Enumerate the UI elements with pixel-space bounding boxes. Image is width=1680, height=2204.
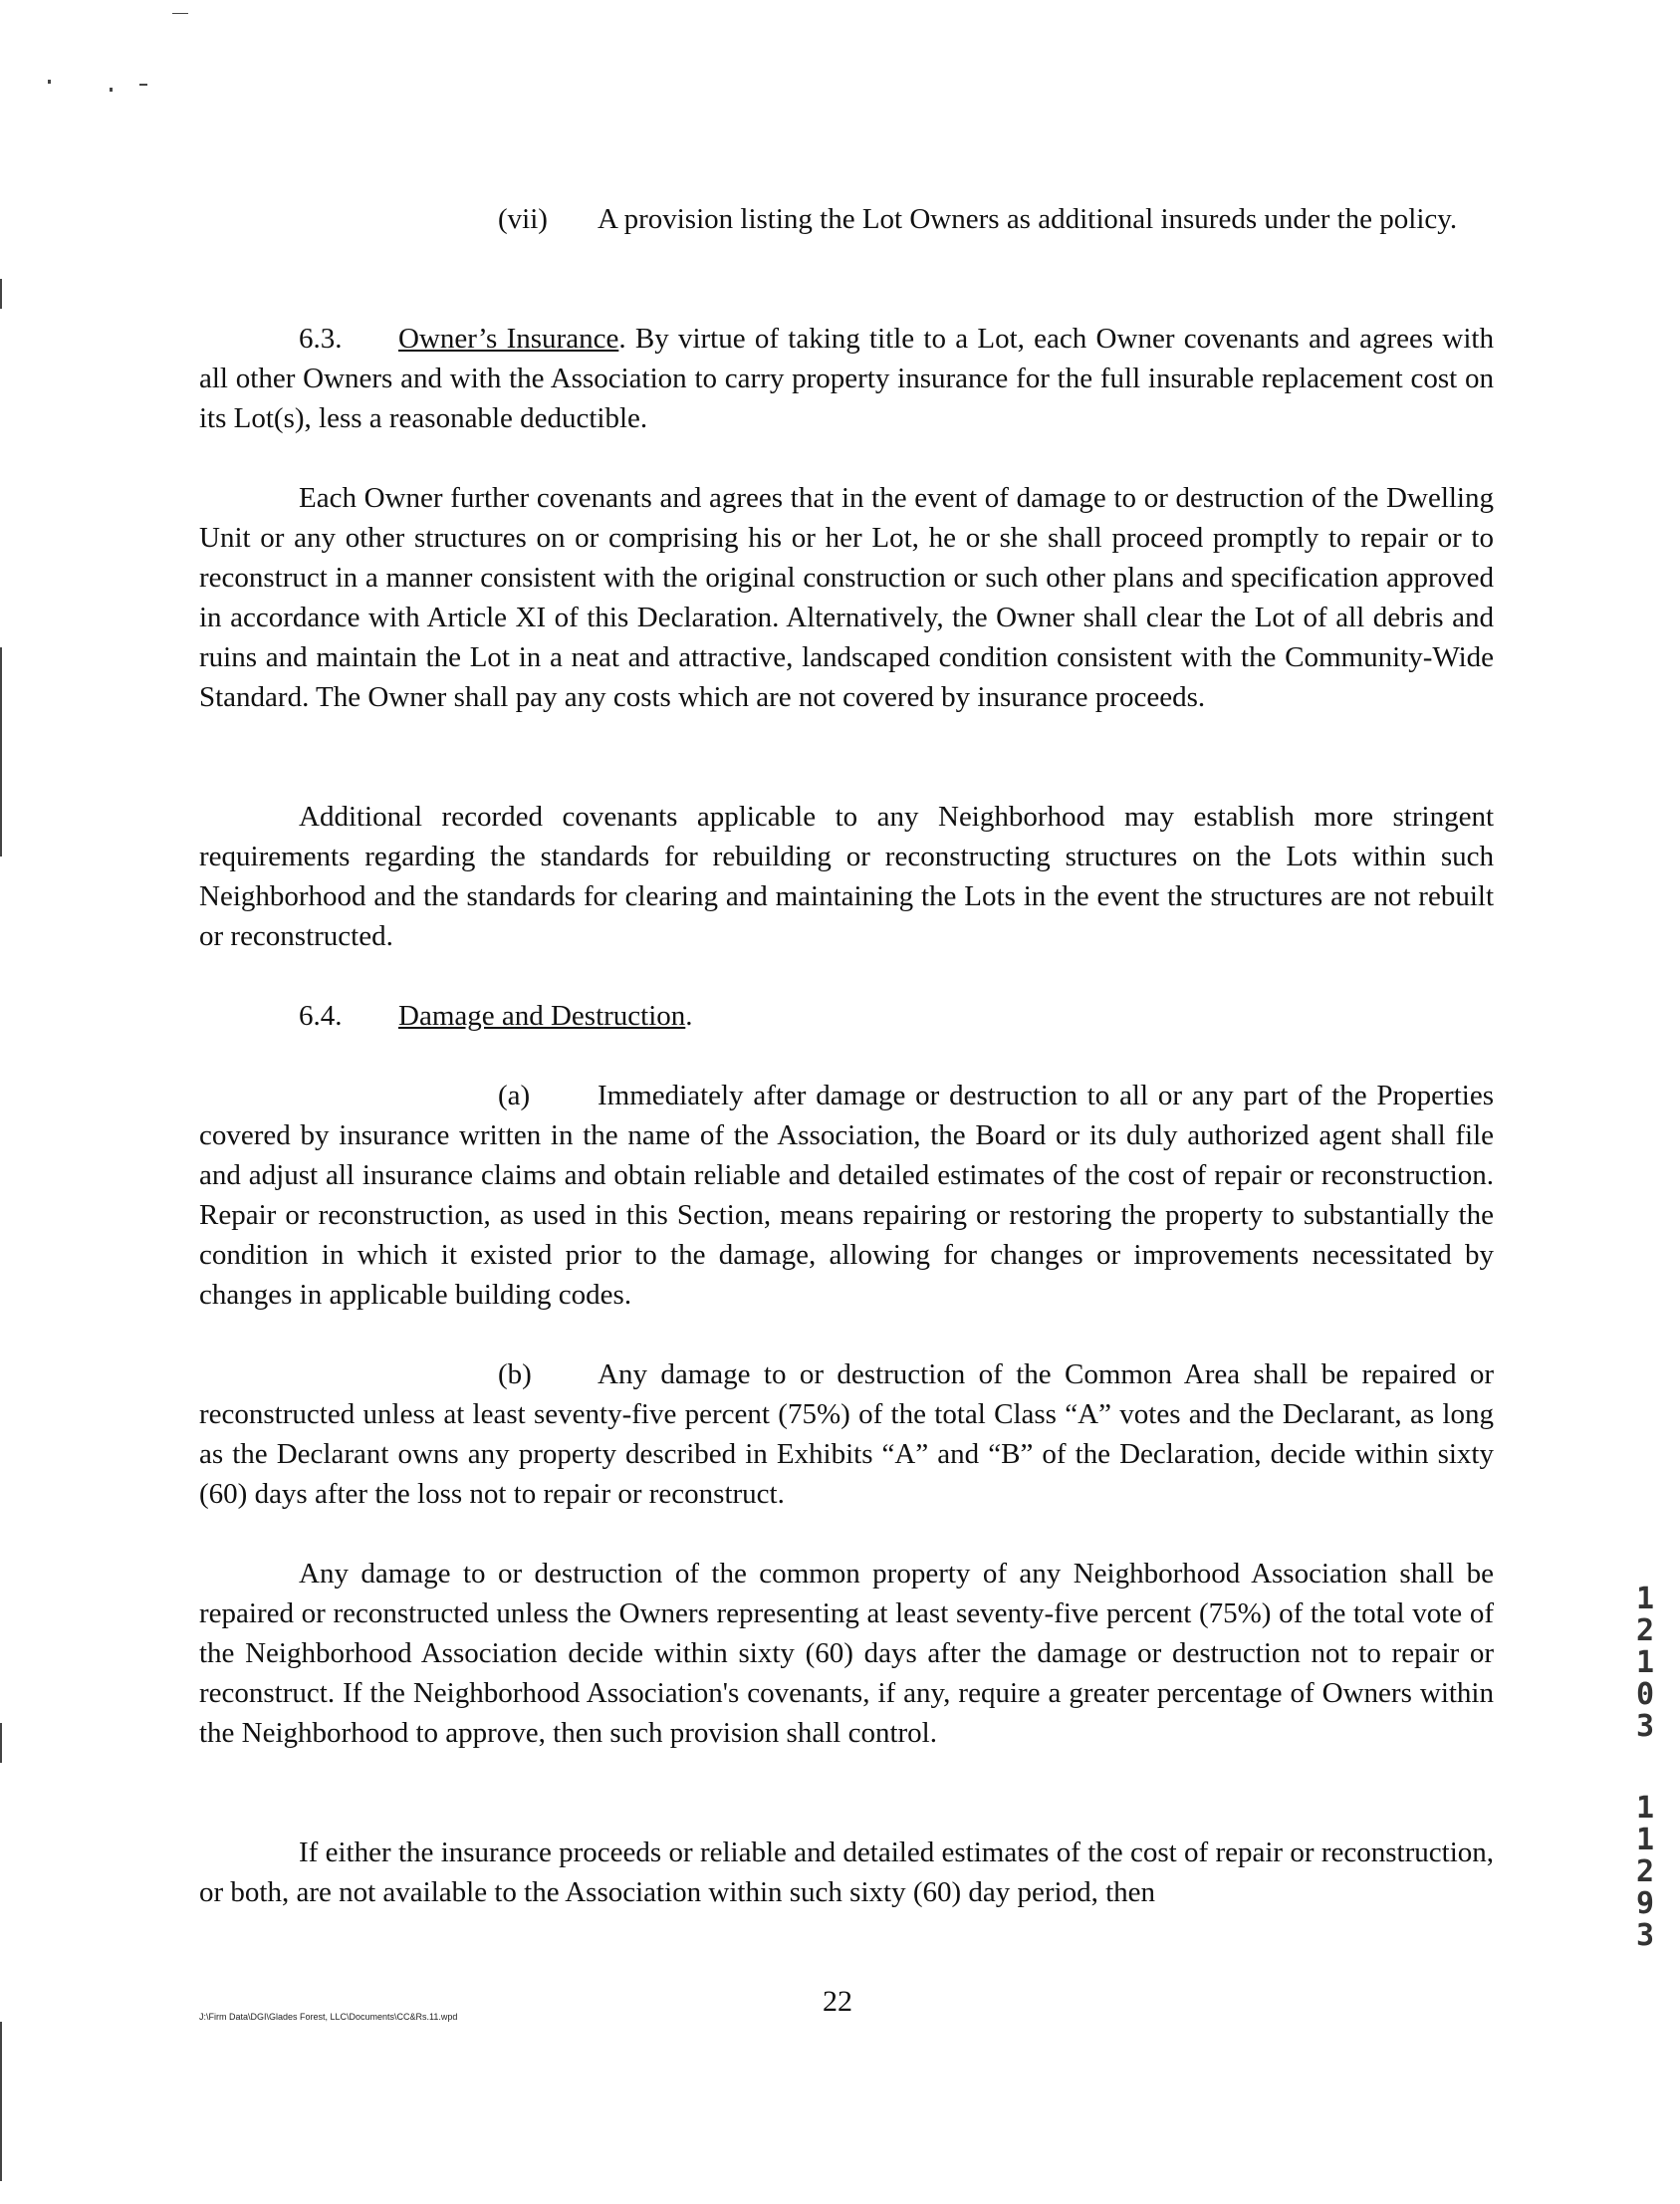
section-number: 6.3. xyxy=(299,323,343,355)
paragraph-text: A provision listing the Lot Owners as additional insureds under the policy. xyxy=(598,203,1458,235)
stamp-digit: 1 xyxy=(1635,1823,1655,1857)
recording-stamp-bottom xyxy=(1633,1793,1657,1952)
section-6-3 xyxy=(199,319,1494,438)
page-number: 22 xyxy=(823,1985,852,2018)
section-heading: Owner’s Insurance xyxy=(398,323,619,355)
section-text: . By virtue of taking title to a Lot, each Owner covenants and agrees with all other Owners and with the Association to carry property insurance for the full insurable replacement cost on its Lot(s), less a reasonable deductible. xyxy=(199,323,1494,434)
paragraph-vii xyxy=(199,199,1494,239)
paragraph-text: Any damage to or destruction of the Common Area shall be repaired or reconstructed unless at least seventy-five percent (75%) of the total Class “A” votes and the Declarant, as long as the Declarant owns any property described in Exhibits “A” and “B” of the Declaration, decide within sixty (60) days after the loss not to repair or reconstruct. xyxy=(199,1358,1494,1510)
scan-mark xyxy=(0,2022,2,2181)
paragraph-owner-covenants: Each Owner further covenants and agrees that in the event of damage to or destruction of the Dwelling Unit or any other structures on or comprising his or her Lot, he or she shall proceed promptly to repair or to reconstruct in a manner consistent with the original construction or such other plans and specification approved in accordance with Article XI of this Declaration. Alternatively, the Owner shall clear the Lot of all debris and ruins and maintain the Lot in a neat and attractive, landscaped condition consistent with the Community-Wide Standard. The Owner shall pay any costs which are not covered by insurance proceeds. xyxy=(199,482,1494,713)
section-heading-period: . xyxy=(685,1000,693,1032)
stamp-digit: 1 xyxy=(1635,1582,1655,1616)
scan-mark xyxy=(110,88,113,92)
stamp-digit: 0 xyxy=(1635,1677,1655,1712)
scan-mark xyxy=(172,13,188,14)
stamp-digit: 2 xyxy=(1635,1613,1655,1648)
paragraph-neighborhood-association: Any damage to or destruction of the common property of any Neighborhood Association shall be repaired or reconstructed unless the Owners representing at least seventy-five percent (75%) of the total vote of the Neighborhood Association decide within sixty (60) days after the damage or destruction not to repair or reconstruct. If the Neighborhood Association's covenants, if any, require a greater percentage of Owners within the Neighborhood to approve, then such provision shall control. xyxy=(199,1558,1494,1749)
section-6-4 xyxy=(199,996,1494,1036)
paragraph-additional-covenants: Additional recorded covenants applicable to any Neighborhood may establish more stringent requirements regarding the standards for rebuilding or reconstructing structures on the Lots within such Neighborhood and the standards for clearing and maintaining the Lots in the event the structures are not rebuilt or reconstructed. xyxy=(199,801,1494,952)
scan-mark xyxy=(0,1723,2,1763)
scan-mark xyxy=(139,84,147,86)
paragraph-insurance-proceeds: If either the insurance proceeds or reliable and detailed estimates of the cost of repair or reconstruction, or both, are not available to the Association within such sixty (60) day period, then xyxy=(199,1837,1494,1908)
item-number: (b) xyxy=(498,1358,532,1390)
stamp-digit: 1 xyxy=(1635,1791,1655,1826)
section-number: 6.4. xyxy=(299,1000,343,1032)
item-number: (a) xyxy=(498,1080,531,1111)
stamp-digit: 2 xyxy=(1635,1854,1655,1889)
section-heading: Damage and Destruction xyxy=(398,1000,686,1032)
paragraph-text: Immediately after damage or destruction to all or any part of the Properties covered by insurance written in the name of the Association, the Board or its duly authorized agent shall file and adjust all insurance claims and obtain reliable and detailed estimates of the cost of repair or reconstruction. Repair or reconstruction, as used in this Section, means repairing or restoring the property to substantially the condition in which it existed prior to the damage, allowing for changes or improvements necessitated by changes in applicable building codes. xyxy=(199,1080,1494,1311)
scan-mark xyxy=(48,80,51,84)
recording-stamp-top xyxy=(1633,1584,1657,1743)
stamp-digit: 1 xyxy=(1635,1645,1655,1680)
stamp-digit: 3 xyxy=(1635,1709,1655,1744)
stamp-digit: 3 xyxy=(1635,1918,1655,1953)
item-number: (vii) xyxy=(498,203,548,235)
scan-mark xyxy=(0,279,2,309)
scan-mark xyxy=(0,647,2,857)
stamp-digit: 9 xyxy=(1635,1886,1655,1921)
paragraph-a xyxy=(199,1076,1494,1315)
paragraph-b xyxy=(199,1354,1494,1514)
footer-file-path: J:\Firm Data\DGI\Glades Forest, LLC\Documents\CC&Rs.11.wpd xyxy=(199,2012,458,2022)
